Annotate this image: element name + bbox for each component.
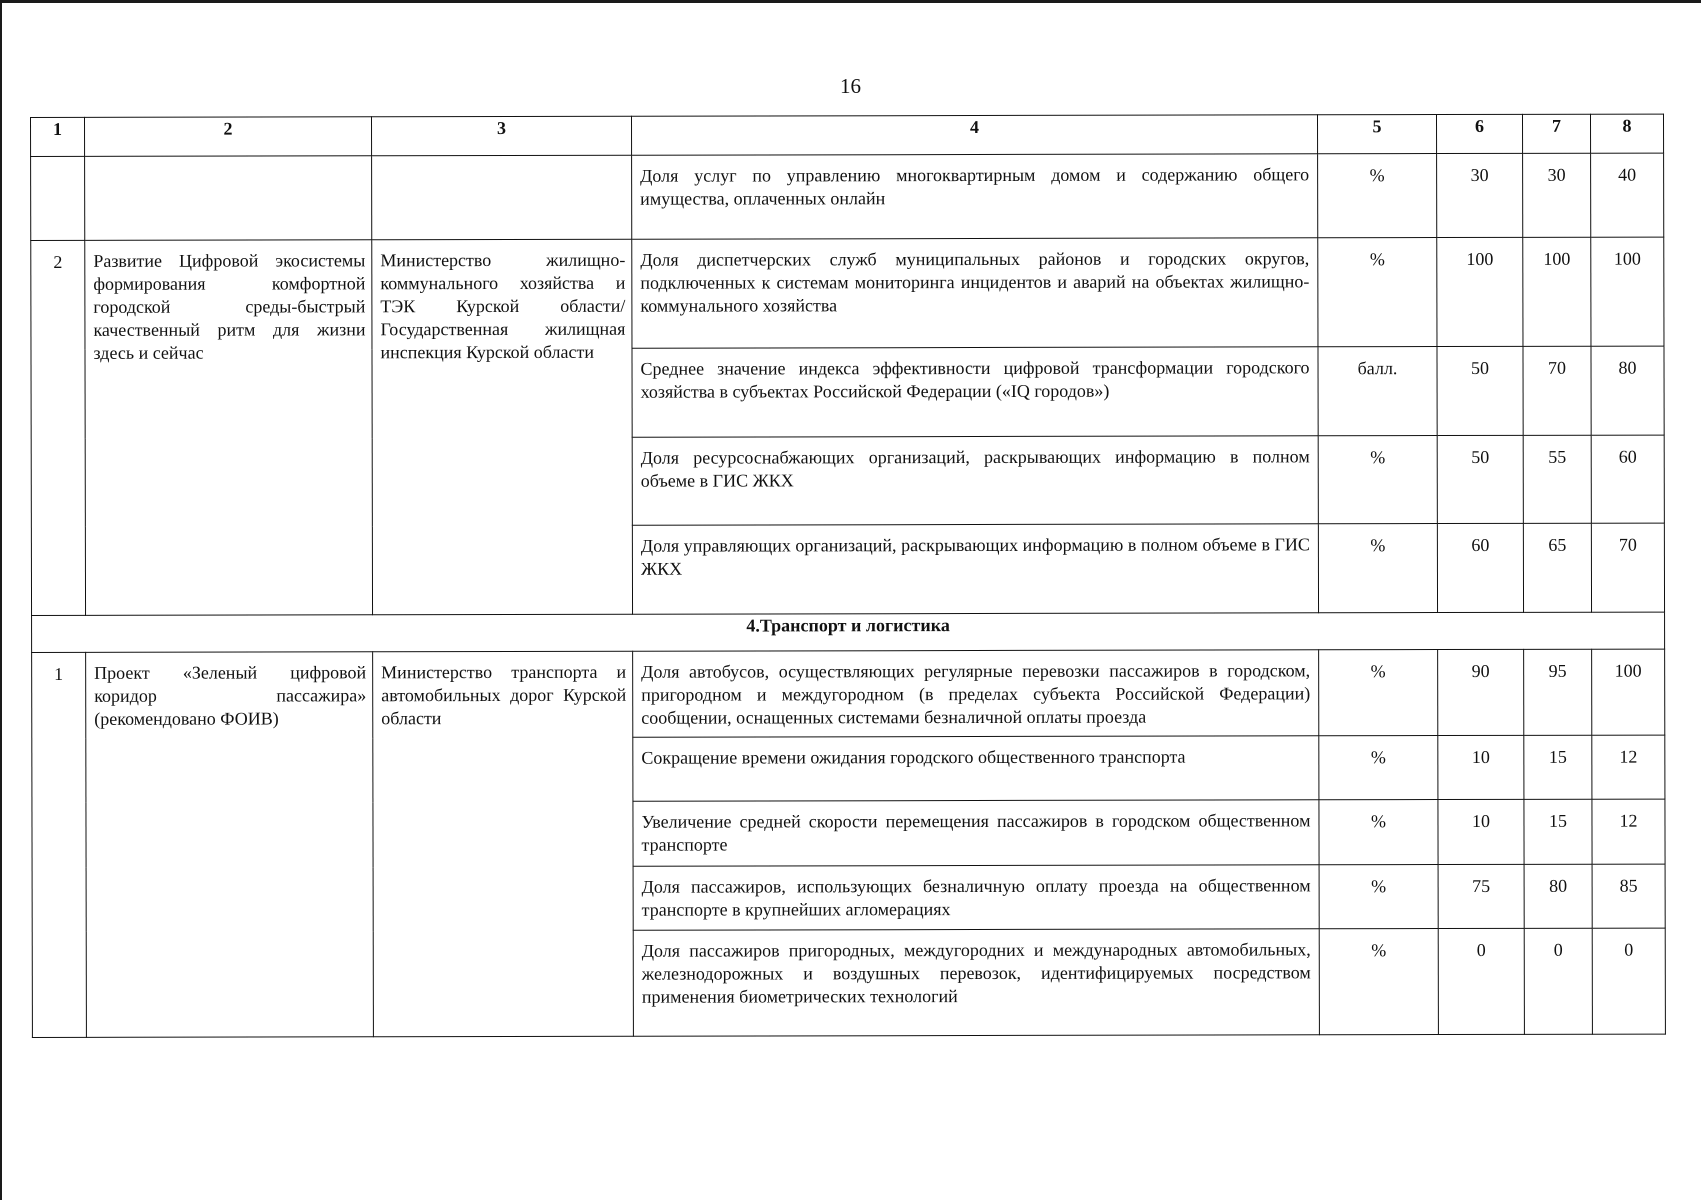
table-row xyxy=(32,649,1665,738)
value-cell-8: 12 xyxy=(1592,799,1665,864)
unit-cell: % xyxy=(1318,524,1437,613)
column-header: 2 xyxy=(85,117,372,157)
executor-cell: Министерство жилищно-коммунального хозяйства и ТЭК Курской области/ Государственная жилищная инспекция Курской области xyxy=(372,239,633,615)
indicators-table xyxy=(30,114,1666,1038)
value-cell-8: 0 xyxy=(1592,928,1665,1034)
value-cell-6: 0 xyxy=(1438,928,1524,1034)
section-heading-row xyxy=(32,612,1665,652)
unit-cell: % xyxy=(1318,154,1437,238)
value-cell-8: 85 xyxy=(1592,864,1665,928)
empty-cell xyxy=(31,156,85,240)
column-header: 3 xyxy=(372,116,632,156)
unit-cell: % xyxy=(1319,650,1438,736)
column-header: 5 xyxy=(1317,115,1436,154)
value-cell-6: 30 xyxy=(1437,153,1523,237)
value-cell-8: 12 xyxy=(1592,735,1665,799)
column-header: 1 xyxy=(31,117,85,156)
value-cell-7: 55 xyxy=(1523,435,1591,523)
indicator-cell: Доля пассажиров, использующих безналичную оплату проезда на общественном транспорте в крупнейших агломерациях xyxy=(633,865,1319,930)
value-cell-7: 0 xyxy=(1524,928,1592,1034)
unit-cell: % xyxy=(1319,865,1438,929)
project-cell: Проект «Зеленый цифровой коридор пассажира» (рекомендовано ФОИВ) xyxy=(86,652,374,1038)
unit-cell: % xyxy=(1319,800,1438,865)
value-cell-6: 50 xyxy=(1437,346,1523,435)
row-number-cell: 1 xyxy=(32,652,87,1037)
column-header: 4 xyxy=(631,115,1317,155)
unit-cell: % xyxy=(1318,436,1437,524)
value-cell-8: 100 xyxy=(1591,237,1664,346)
table-header-row xyxy=(31,114,1664,156)
value-cell-8: 100 xyxy=(1592,649,1665,735)
indicator-cell: Доля пассажиров пригородных, междугородних и международных автомобильных, железнодорожных и воздушных перевозок, идентифицируемых посредством применения биометрических технологий xyxy=(633,929,1319,1036)
value-cell-6: 10 xyxy=(1438,799,1524,864)
column-header: 8 xyxy=(1590,114,1663,153)
page-number: 16 xyxy=(840,74,861,98)
indicator-cell: Доля управляющих организаций, раскрывающих информацию в полном объеме в ГИС ЖКХ xyxy=(632,524,1318,614)
value-cell-7: 100 xyxy=(1523,237,1591,346)
value-cell-6: 60 xyxy=(1437,523,1523,612)
scan-edge-top xyxy=(0,0,1701,3)
executor-cell: Министерство транспорта и автомобильных дорог Курской области xyxy=(373,651,634,1037)
indicator-cell: Доля ресурсоснабжающих организаций, раскрывающих информацию в полном объеме в ГИС ЖКХ xyxy=(632,436,1318,525)
scan-edge-left xyxy=(0,0,2,1200)
unit-cell: % xyxy=(1319,736,1438,800)
indicator-cell: Сокращение времени ожидания городского общественного транспорта xyxy=(633,736,1319,801)
table-row xyxy=(31,153,1664,240)
value-cell-7: 80 xyxy=(1524,864,1592,928)
value-cell-7: 95 xyxy=(1524,649,1592,735)
indicator-cell: Увеличение средней скорости перемещения пассажиров в городском общественном транспорте xyxy=(633,800,1319,866)
value-cell-7: 70 xyxy=(1523,346,1591,435)
row-number-cell: 2 xyxy=(31,240,86,615)
empty-cell xyxy=(85,156,372,241)
unit-cell: балл. xyxy=(1318,347,1437,436)
value-cell-8: 40 xyxy=(1591,153,1664,237)
value-cell-6: 10 xyxy=(1438,735,1524,799)
unit-cell: % xyxy=(1318,238,1437,347)
value-cell-6: 90 xyxy=(1438,649,1524,735)
value-cell-6: 100 xyxy=(1437,237,1523,346)
section-heading: 4.Транспорт и логистика xyxy=(32,612,1665,652)
table-row xyxy=(31,237,1664,349)
value-cell-6: 75 xyxy=(1438,864,1524,928)
value-cell-7: 15 xyxy=(1524,735,1592,799)
value-cell-8: 80 xyxy=(1591,346,1664,435)
unit-cell: % xyxy=(1319,929,1438,1035)
value-cell-7: 30 xyxy=(1523,153,1591,237)
column-header: 6 xyxy=(1436,114,1522,153)
value-cell-6: 50 xyxy=(1437,435,1523,523)
project-cell: Развитие Цифровой экосистемы формирования комфортной городской среды-быстрый качественный ритм для жизни здесь и сейчас xyxy=(85,240,373,616)
value-cell-7: 15 xyxy=(1524,799,1592,864)
value-cell-8: 60 xyxy=(1591,435,1664,523)
value-cell-8: 70 xyxy=(1591,523,1664,612)
value-cell-7: 65 xyxy=(1523,523,1591,612)
column-header: 7 xyxy=(1522,114,1590,153)
indicator-cell: Доля автобусов, осуществляющих регулярные перевозки пассажиров в городском, пригородном и междугородном (в пределах субъекта Российской Федерации) сообщении, оснащенных системами безналичной оплаты проезда xyxy=(633,650,1319,737)
empty-cell xyxy=(372,155,632,240)
indicator-cell: Среднее значение индекса эффективности цифровой трансформации городского хозяйства в субъектах Российской Федерации («IQ городов») xyxy=(632,347,1318,437)
indicator-cell: Доля услуг по управлению многоквартирным домом и содержанию общего имущества, оплаченных онлайн xyxy=(632,154,1318,239)
indicator-cell: Доля диспетчерских служб муниципальных районов и городских округов, подключенных к системам мониторинга инцидентов и аварий на объектах жилищно-коммунального хозяйства xyxy=(632,238,1318,348)
